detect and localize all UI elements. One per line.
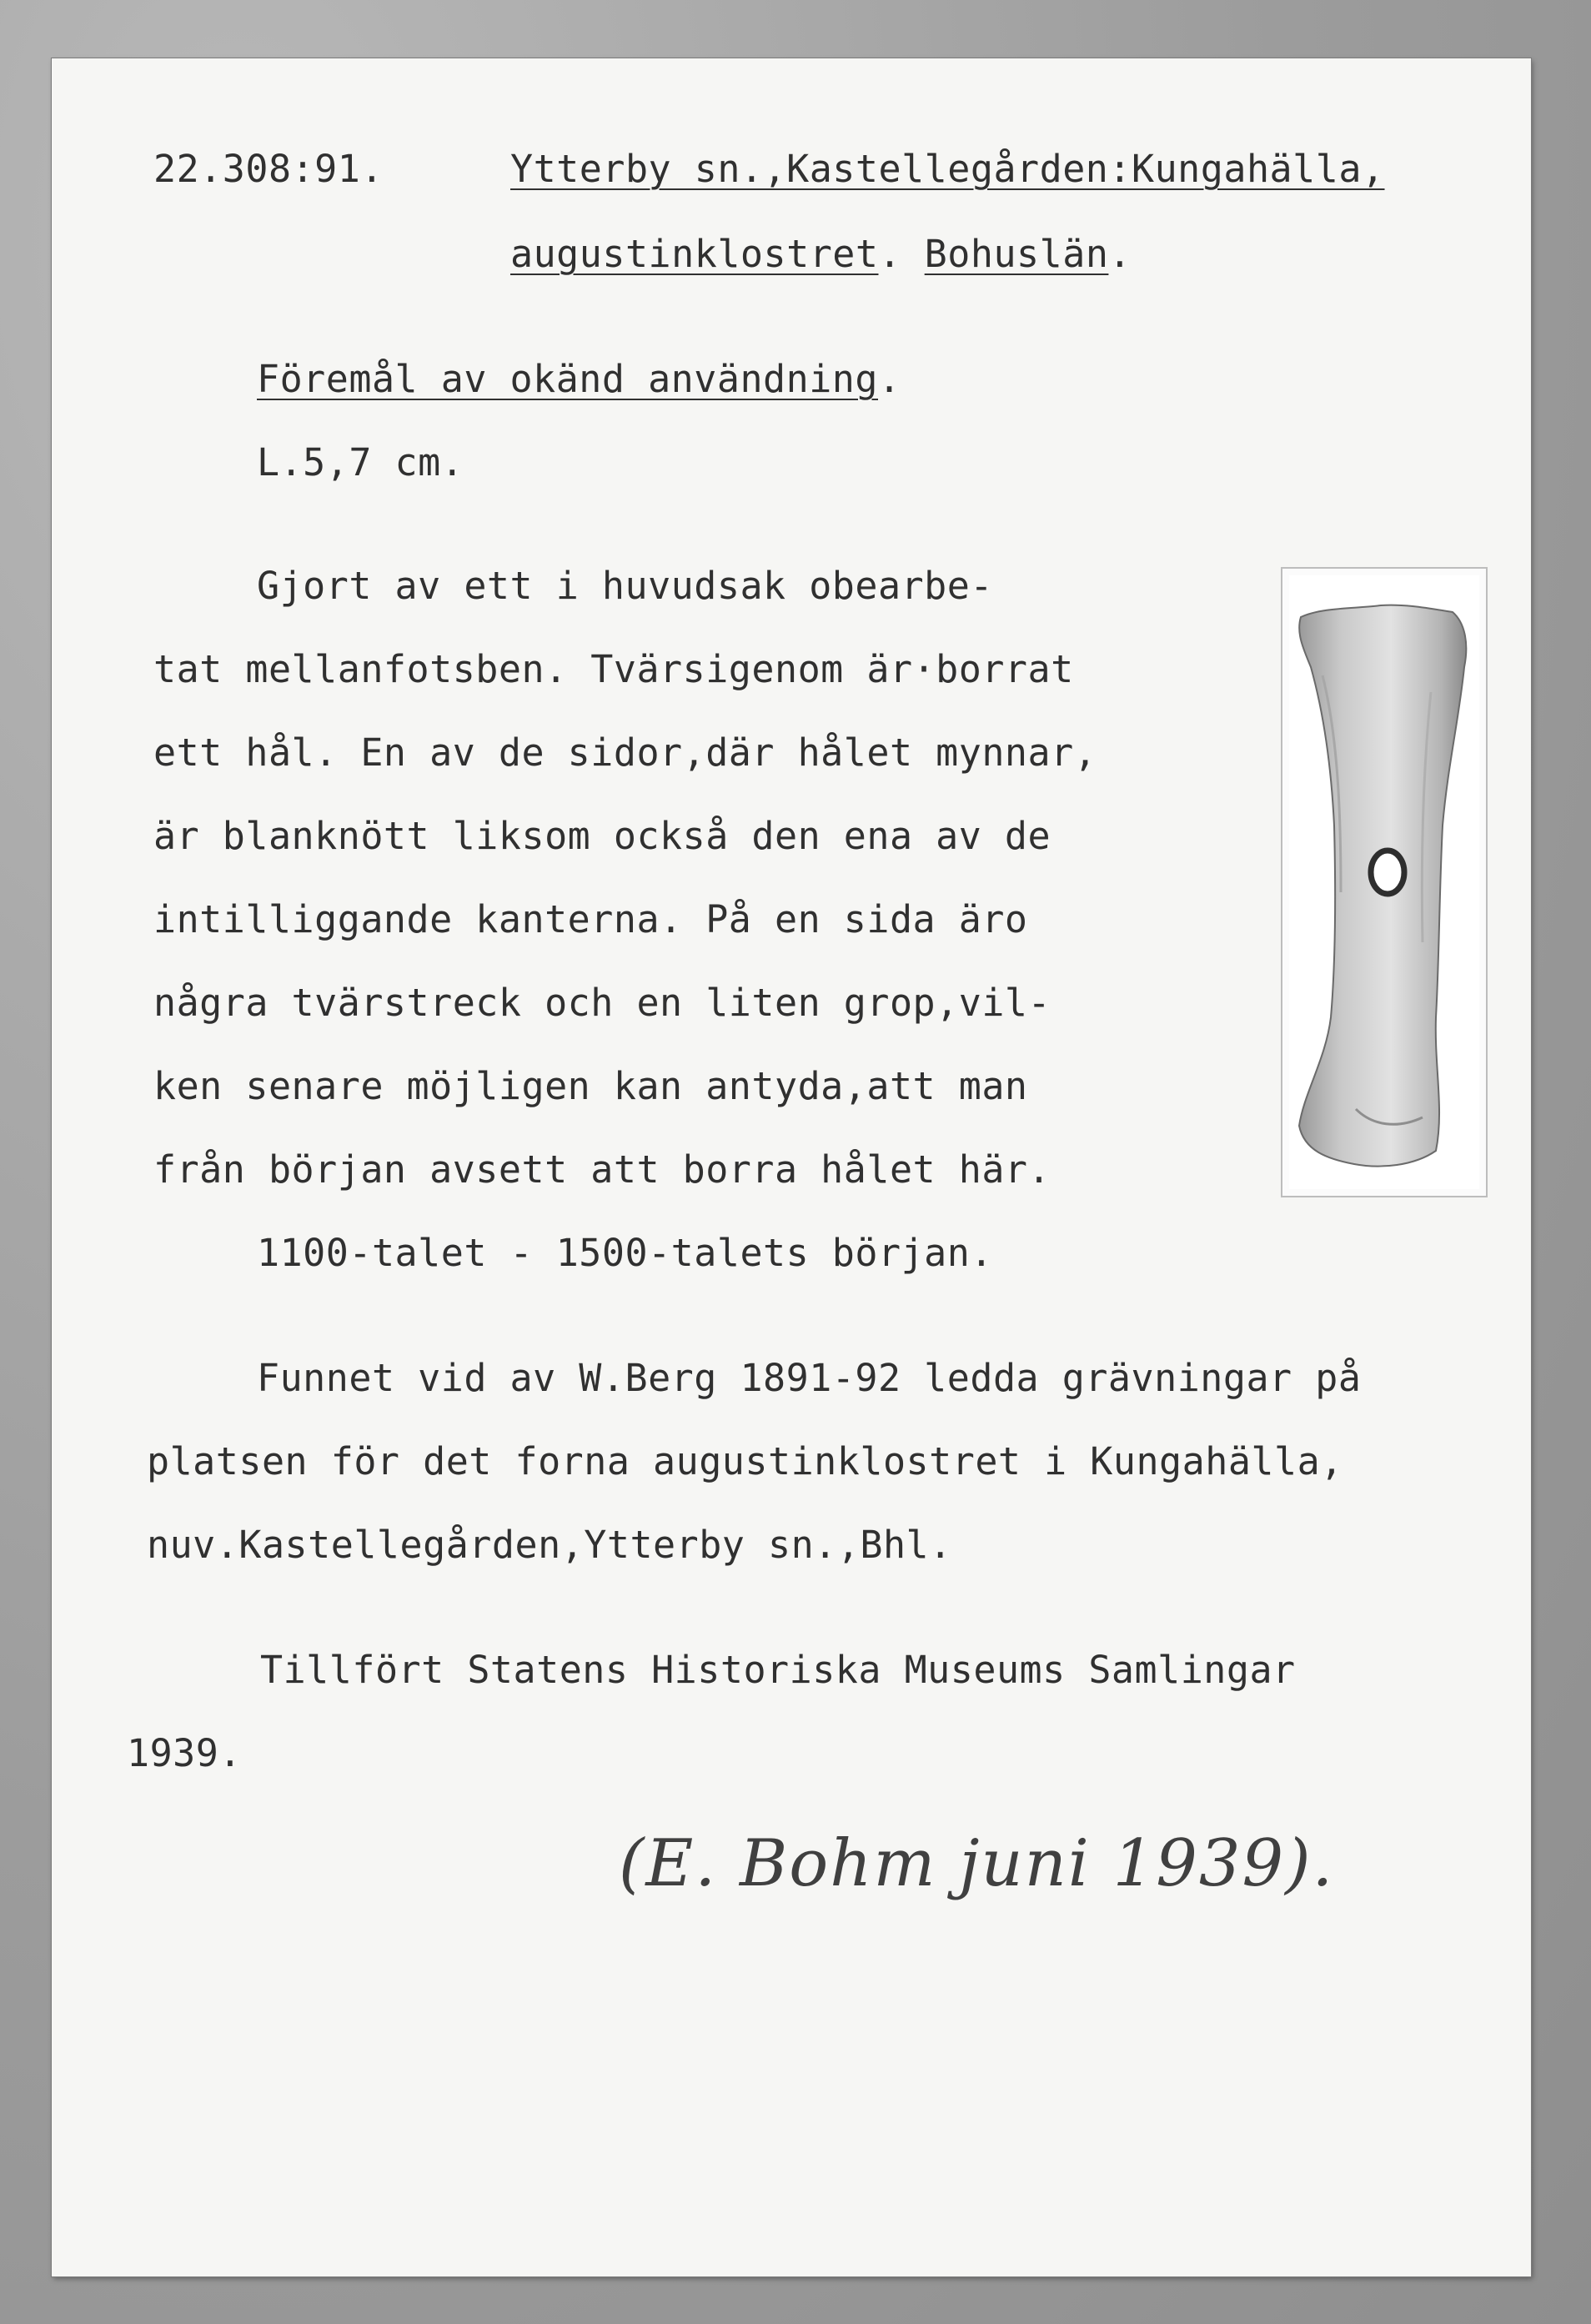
object-name-line [257, 357, 901, 401]
inventory-number: 22.308:91. [153, 147, 384, 191]
description-line: några tvärstreck och en liten grop,vil- [153, 981, 1051, 1025]
object-name: Föremål av okänd användning [257, 357, 878, 401]
object-photo-frame [1281, 567, 1488, 1197]
description-line: ett hål. En av de sidor,där hålet mynnar, [153, 730, 1097, 775]
find-line: Funnet vid av W.Berg 1891-92 ledda grävningar på [257, 1356, 1362, 1400]
location-augustinklostret: augustinklostret [510, 232, 879, 276]
find-line: nuv.Kastellegården,Ytterby sn.,Bhl. [147, 1523, 952, 1567]
description-line: från början avsett att borra hålet här. [153, 1147, 1051, 1192]
object-measure: L.5,7 cm. [257, 440, 464, 484]
location-bohuslan: Bohuslän [924, 232, 1109, 276]
location-end: . [1108, 232, 1132, 276]
object-name-end: . [878, 357, 901, 401]
description-line: Gjort av ett i huvudsak obearbe- [257, 564, 993, 608]
location-line-1-text: Ytterby sn.,Kastellegården:Kungahälla, [510, 147, 1385, 191]
location-separator: . [878, 232, 902, 276]
description-line: är blanknött liksom också den ena av de [153, 814, 1051, 858]
accession-line: Tillfört Statens Historiska Museums Samlingar [260, 1648, 1296, 1692]
bone-image [1289, 575, 1479, 1189]
handwritten-signature: (E. Bohm juni 1939). [619, 1826, 1335, 1901]
description-line: ken senare möjligen kan antyda,att man [153, 1064, 1028, 1108]
location-line-2 [510, 232, 1132, 276]
description-line: tat mellanfotsben. Tvärsigenom är·borrat [153, 647, 1074, 691]
dating-line: 1100-talet - 1500-talets början. [257, 1231, 993, 1275]
catalogue-card [52, 58, 1531, 2276]
find-line: platsen för det forna augustinklostret i Kungahälla, [147, 1439, 1343, 1483]
drilled-hole [1371, 851, 1404, 894]
accession-year: 1939. [127, 1731, 242, 1775]
description-line: intilliggande kanterna. På en sida äro [153, 897, 1028, 941]
location-line-1 [510, 147, 1385, 191]
object-photo [1289, 575, 1479, 1189]
